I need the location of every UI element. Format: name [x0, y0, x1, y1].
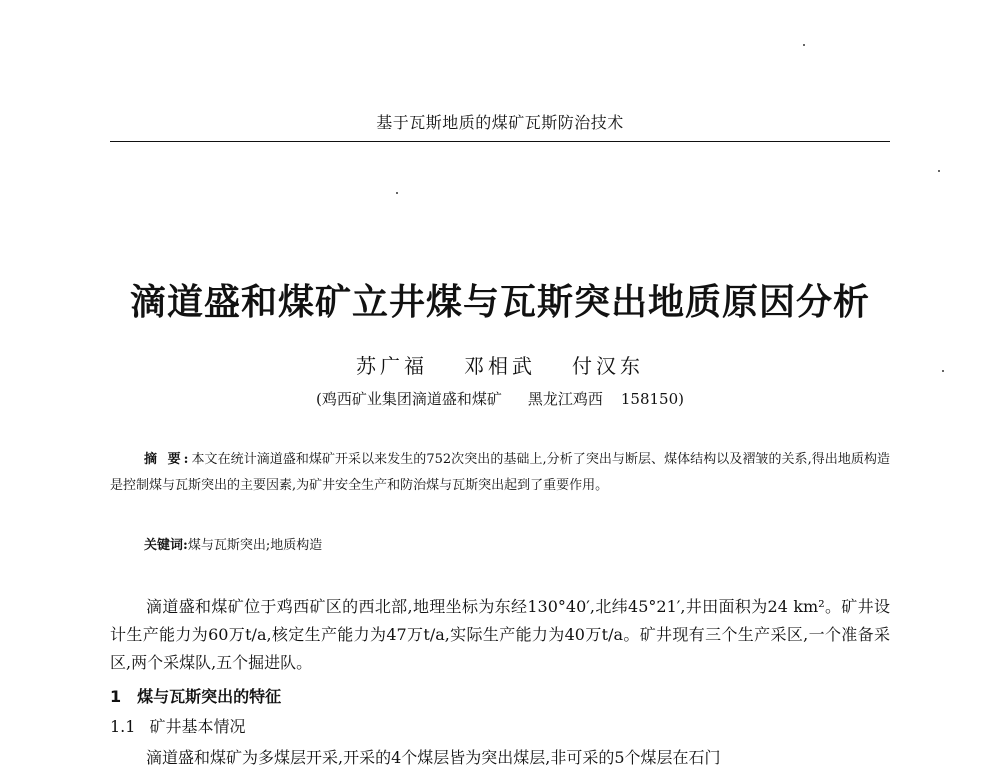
affiliation — [0, 388, 1000, 409]
section-number: 1 — [110, 687, 122, 706]
abstract-text: 本文在统计滴道盛和煤矿开采以来发生的752次突出的基础上,分析了突出与断层、煤体结构以及褶皱的关系,得出地质构造是控制煤与瓦斯突出的主要因素,为矿井安全生产和防治煤与瓦斯突出起到了重要作用。 — [110, 452, 890, 493]
affiliation-org: 鸡西矿业集团滴道盛和煤矿 — [321, 390, 502, 408]
scan-speck — [938, 170, 940, 172]
section-title: 煤与瓦斯突出的特征 — [137, 687, 282, 706]
subsection-heading — [110, 714, 245, 737]
abstract — [110, 447, 890, 499]
affiliation-place: 黑龙江鸡西 — [527, 390, 603, 408]
author-name: 邓相武 — [464, 354, 536, 378]
paper-title: 滴道盛和煤矿立井煤与瓦斯突出地质原因分析 — [129, 282, 870, 323]
section-heading — [110, 684, 281, 707]
author-name: 苏广福 — [356, 354, 428, 378]
abstract-label: 摘 要: — [144, 452, 192, 467]
keywords-text: 煤与瓦斯突出;地质构造 — [187, 538, 323, 553]
affiliation-open-paren: ( — [315, 390, 322, 408]
running-header: 基于瓦斯地质的煤矿瓦斯防治技术 — [376, 113, 624, 132]
subsection-title: 矿井基本情况 — [149, 717, 246, 736]
affiliation-postcode: 158150 — [620, 390, 679, 408]
keywords-label: 关键词: — [144, 538, 188, 553]
scan-speck — [803, 44, 805, 46]
scan-speck — [396, 192, 398, 194]
keywords — [144, 534, 322, 553]
body-text-cut-off: 滴道盛和煤矿为多煤层开采,开采的4个煤层皆为突出煤层,非可采的5个煤层在石门 — [146, 748, 721, 767]
author-name: 付汉东 — [572, 354, 644, 378]
author-list — [0, 350, 1000, 379]
scan-speck — [942, 370, 944, 372]
subsection-number: 1.1 — [110, 717, 136, 736]
affiliation-close-paren: ) — [678, 390, 684, 408]
header-rule — [110, 141, 890, 142]
intro-paragraph: 滴道盛和煤矿位于鸡西矿区的西北部,地理坐标为东经130°40′,北纬45°21′,井田面积为24 km²。矿井设计生产能力为60万t/a,核定生产能力为47万t/a,实际生产能力为40万t/a。矿井现有三个生产采区,一个准备采区,两个采煤队,五个掘进队。 — [110, 597, 890, 672]
